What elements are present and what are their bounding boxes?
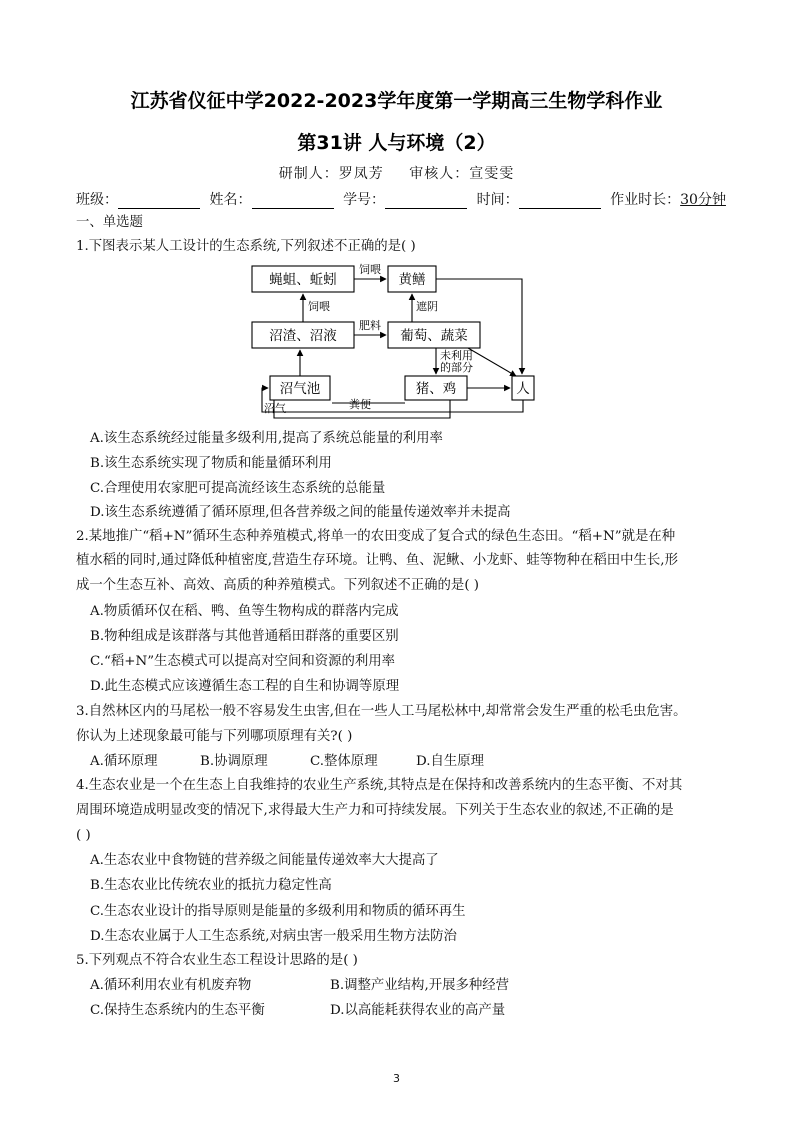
time-blank[interactable]: [519, 194, 601, 209]
authors-line: [0, 163, 793, 183]
unused-label: 未利用: [440, 349, 473, 362]
residue-node: 沼渣、沼液: [269, 328, 337, 344]
q5-option-a: A.循环利用农业有机废弃物: [90, 978, 252, 993]
q1-option-c: C.合理使用农家肥可提高流经该生态系统的总能量: [90, 481, 386, 496]
q4-option-a: A.生态农业中食物链的营养级之间能量传递效率大大提高了: [90, 853, 439, 868]
q3-option-d: D.自生原理: [416, 754, 485, 769]
class-blank[interactable]: [118, 194, 200, 209]
q1-option-b: B.该生态系统实现了物质和能量循环利用: [90, 456, 332, 471]
grape-node: 葡萄、蔬菜: [400, 328, 468, 344]
q3-stem-line1: 3.自然林区内的马尾松一般不容易发生虫害,但在一些人工马尾松林中,却常常会发生严重的松毛虫危害。: [76, 704, 687, 719]
fly-node: 蝇蛆、蚯蚓: [269, 272, 337, 288]
q2-stem-line2: 植水稻的同时,通过降低种植密度,营造生存环境。让鸭、鱼、泥鳅、小龙虾、蛙等物种在稻田中生长,形: [76, 553, 678, 568]
human-node: 人: [516, 381, 530, 397]
name-blank[interactable]: [252, 194, 334, 209]
q3-option-b: B.协调原理: [200, 754, 268, 769]
q5-stem: 5.下列观点不符合农业生态工程设计思路的是( ): [76, 953, 358, 968]
manure-label: 粪便: [349, 398, 371, 411]
q2-option-b: B.物种组成是该群落与其他普通稻田群落的重要区别: [90, 629, 399, 644]
q4-stem-line1: 4.生态农业是一个在生态上自我维持的农业生产系统,其特点是在保持和改善系统内的生态平衡、不对其: [76, 778, 683, 793]
developer-label: 研制人：罗凤芳: [278, 166, 384, 182]
q2-option-d: D.此生态模式应该遵循生态工程的自生和协调等原理: [90, 679, 400, 694]
q1-option-d: D.该生态系统遵循了循环原理,但各营养级之间的能量传递效率并未提高: [90, 505, 511, 520]
eel-node: 黄鳝: [398, 272, 426, 288]
page-number: 3: [393, 1072, 400, 1085]
q5-option-b: B.调整产业结构,开展多种经营: [330, 978, 510, 993]
feed-left-label: 饲喂: [308, 300, 330, 313]
feed-top-label: 饲喂: [359, 263, 381, 276]
q4-option-c: C.生态农业设计的指导原则是能量的多级利用和物质的循环再生: [90, 904, 466, 919]
q4-stem-line2: 周围环境造成明显改变的情况下,求得最大生产力和可持续发展。下列关于生态农业的叙述,不正确的是: [76, 803, 674, 818]
lesson-subtitle: 第31讲 人与环境（2）: [297, 132, 496, 154]
time-field: 时间：: [477, 189, 601, 209]
biogas-node: 沼气池: [279, 381, 321, 397]
name-field: 姓名：: [210, 189, 334, 209]
q2-stem-line1: 2.某地推广“稻+N”循环生态种养殖模式,将单一的农田变成了复合式的绿色生态田。“稻+N”就是在种: [76, 529, 676, 544]
fertilizer-label: 肥料: [359, 319, 381, 332]
q5-option-c: C.保持生态系统内的生态平衡: [90, 1003, 265, 1018]
q1-stem: 1.下图表示某人工设计的生态系统,下列叙述不正确的是( ): [76, 239, 416, 254]
q4-stem-line3: ( ): [76, 828, 91, 843]
student-info-row: [76, 189, 726, 209]
q4-option-b: B.生态农业比传统农业的抵抗力稳定性高: [90, 878, 332, 893]
q4-option-d: D.生态农业属于人工生态系统,对病虫害一般采用生物方法防治: [90, 929, 457, 944]
ecosystem-diagram: [240, 258, 560, 428]
q2-option-a: A.物质循环仅在稻、鸭、鱼等生物构成的群落内完成: [90, 604, 399, 619]
pig-node: 猪、鸡: [415, 381, 457, 397]
student-id-field: 学号：: [343, 189, 467, 209]
q2-option-c: C.“稻+N”生态模式可以提高对空间和资源的利用率: [90, 654, 396, 669]
q3-stem-line2: 你认为上述现象最可能与下列哪项原理有关?( ): [76, 729, 353, 744]
q3-option-c: C.整体原理: [310, 754, 378, 769]
section-heading: 一、单选题: [76, 215, 143, 230]
gas-label: 沼气: [264, 402, 286, 415]
duration-value: 30分钟: [680, 192, 726, 208]
q1-option-a: A.该生态系统经过能量多级利用,提高了系统总能量的利用率: [90, 431, 443, 446]
class-field: 班级：: [76, 189, 200, 209]
duration-field: 作业时长：30分钟: [610, 192, 726, 208]
q3-option-a: A.循环原理: [90, 754, 158, 769]
part-label: 的部分: [440, 361, 473, 374]
shade-label: 遮阴: [416, 300, 438, 313]
q2-stem-line3: 成一个生态互补、高效、高质的种养殖模式。下列叙述不正确的是( ): [76, 578, 480, 593]
student-id-blank[interactable]: [385, 194, 467, 209]
q5-option-d: D.以高能耗获得农业的高产量: [330, 1003, 506, 1018]
worksheet-title: 江苏省仪征中学2022-2023学年度第一学期高三生物学科作业: [130, 90, 663, 112]
reviewer-label: 审核人：宣雯雯: [409, 166, 515, 182]
